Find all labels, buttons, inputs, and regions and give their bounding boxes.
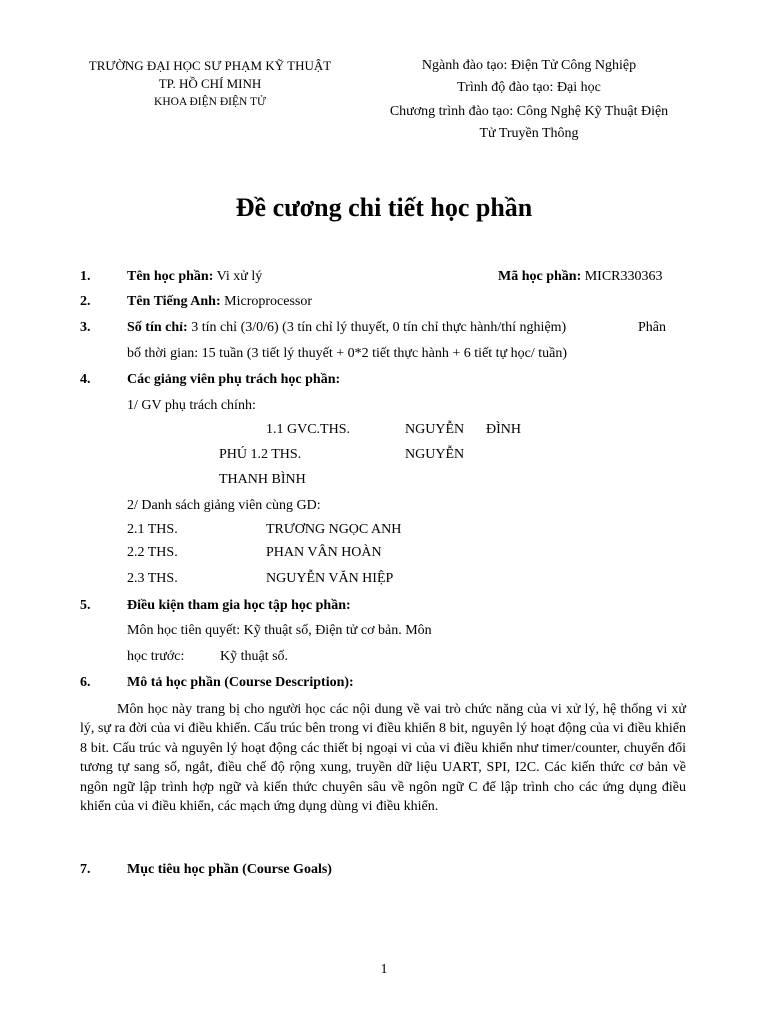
section-3-time-allocation: bố thời gian: 15 tuần (3 tiết lý thuyết + 0*2 tiết thực hành + 6 tiết tự học/ tuần) xyxy=(127,346,568,361)
main-lecturer-2-title: PHÚ 1.2 THS. xyxy=(219,447,302,462)
section-3-label: Số tín chỉ: xyxy=(127,320,188,335)
section-2-english-name xyxy=(127,294,312,310)
main-lecturer-1-surname: NGUYỄN xyxy=(405,422,465,437)
document-title: Đề cương chi tiết học phần xyxy=(235,193,533,222)
page-number: 1 xyxy=(380,962,388,977)
prerequisites: Môn học tiên quyết: Kỹ thuật số, Điện tử cơ bản. Môn xyxy=(127,623,432,638)
section-5-heading xyxy=(127,598,351,614)
co-lecturer-1-id: 2.1 THS. xyxy=(127,522,178,537)
section-6-number: 6. xyxy=(80,675,91,690)
program-curriculum: Chương trình đào tạo: Công Nghệ Kỹ Thuật Điện xyxy=(389,104,669,119)
section-2-number: 2. xyxy=(80,294,91,309)
co-lecturer-3-id: 2.3 THS. xyxy=(127,571,178,586)
co-lecturer-3-name: NGUYỄN VĂN HIỆP xyxy=(266,571,394,586)
section-3-value: 3 tín chỉ (3/0/6) (3 tín chỉ lý thuyết, 0 tín chỉ thực hành/thí nghiệm) xyxy=(187,320,567,335)
prior-course-label: học trước: xyxy=(127,649,185,664)
section-3-credits xyxy=(127,320,566,336)
section-7-number: 7. xyxy=(80,862,91,877)
header-program xyxy=(372,55,686,145)
program-major: Ngành đào tạo: Điện Tử Công Nghiệp xyxy=(421,58,637,73)
section-5-label: Điều kiện tham gia học tập học phần: xyxy=(127,598,351,613)
co-lecturer-2-id: 2.2 THS. xyxy=(127,545,178,560)
header-institution xyxy=(60,57,360,111)
course-description: Môn học này trang bị cho người học các nội dung về vai trò chức năng của vi xử lý, hệ thống vi xử lý, sự ra đời của vi điều khiển. Cấu trúc bên trong vi điều khiển 8 bit, nguyên lý hoạt động của vi điều khiển 8 bit. Cấu trúc và nguyên lý hoạt động các thiết bị ngoại vi của vi điều khiển như timer/counter, chuyển đổi tương tự sang số, ngắt, điều chế độ rộng xung, truyền dữ liệu UART, SPI, I2C. Các kiến thức cơ bản về ngôn ngữ lập trình hợp ngữ và kiến thức chuyên sâu về ngôn ngữ C để lập trình cho các ứng dụng điều khiển của vi điều khiển, các mạch ứng dụng dùng vi điều khiển. xyxy=(80,702,686,815)
section-1-value: Vi xử lý xyxy=(213,269,263,284)
co-lecturer-2-name: PHAN VÂN HOÀN xyxy=(266,545,382,560)
main-lecturer-1-title: 1.1 GVC.THS. xyxy=(266,422,351,437)
faculty-name: KHOA ĐIỆN ĐIỆN TỬ xyxy=(154,96,266,108)
section-1-course-name xyxy=(127,269,262,285)
section-1-number: 1. xyxy=(80,269,91,284)
section-3-tail: Phân xyxy=(638,320,666,335)
program-level: Trình độ đào tạo: Đại học xyxy=(457,80,601,95)
prior-course-value: Kỹ thuật số. xyxy=(220,649,289,664)
section-3-number: 3. xyxy=(80,320,91,335)
section-7-heading xyxy=(127,862,332,878)
section-1-course-code xyxy=(498,269,663,285)
main-lecturer-2-given: THANH BÌNH xyxy=(219,472,306,487)
section-4-number: 4. xyxy=(80,372,91,387)
main-lecturer-2-surname: NGUYỄN xyxy=(405,447,465,462)
university-city: TP. HỒ CHÍ MINH xyxy=(158,76,262,91)
course-code-value: MICR330363 xyxy=(581,269,663,284)
section-6-heading xyxy=(127,675,354,691)
co-lecturer-heading: 2/ Danh sách giảng viên cùng GD: xyxy=(127,498,321,513)
course-code-label: Mã học phần: xyxy=(498,269,582,284)
program-curriculum-cont: Tử Truyền Thông xyxy=(479,126,579,141)
section-5-number: 5. xyxy=(80,598,91,613)
university-name: TRƯỜNG ĐẠI HỌC SƯ PHẠM KỸ THUẬT xyxy=(88,58,332,73)
section-2-value: Microprocessor xyxy=(220,294,313,309)
section-6-label: Mô tả học phần (Course Description): xyxy=(127,675,354,690)
co-lecturer-1-name: TRƯƠNG NGỌC ANH xyxy=(266,522,402,537)
section-2-label: Tên Tiếng Anh: xyxy=(127,294,221,309)
section-1-label: Tên học phần: xyxy=(127,269,214,284)
section-4-label: Các giảng viên phụ trách học phần: xyxy=(127,372,341,387)
section-7-label: Mục tiêu học phần (Course Goals) xyxy=(127,862,332,877)
section-4-heading xyxy=(127,372,340,388)
main-lecturer-1-middle: ĐÌNH xyxy=(486,422,521,437)
main-lecturer-heading: 1/ GV phụ trách chính: xyxy=(127,398,256,413)
